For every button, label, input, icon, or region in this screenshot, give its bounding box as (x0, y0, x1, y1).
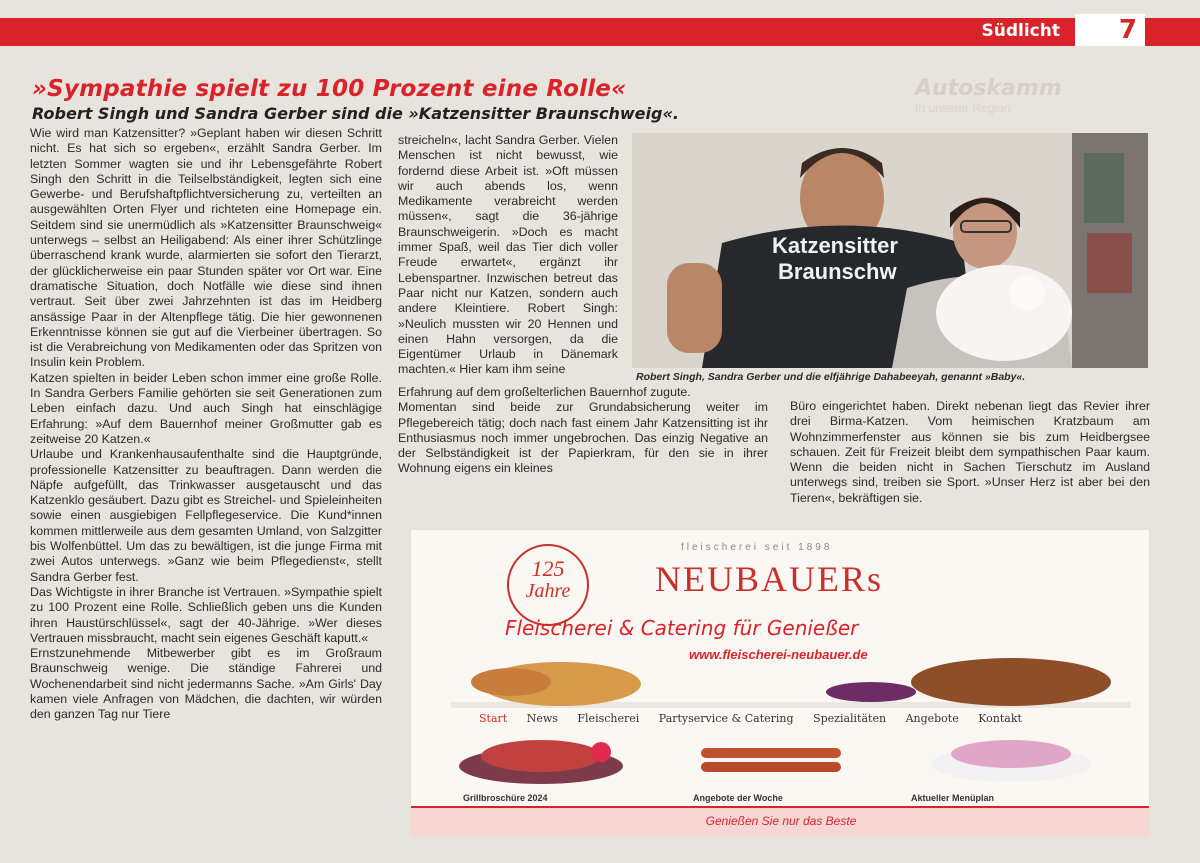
shirt-text-line2: Braunschw (778, 259, 897, 284)
paragraph: Das Wichtigste in ihrer Branche ist Vertrauen. »Sympathie spielt zu 100 Prozent eine Rolle. Schließlich geben uns die Kunden ihren Haustürschlüssel«, sagt der 40-Jährige. »Wer dieses Vertrauen missbraucht, macht sein eigenes Geschäft kaputt.« (30, 584, 382, 645)
shirt-text-line1: Katzensitter (772, 233, 898, 258)
paragraph: streicheln«, lacht Sandra Gerber. Vielen Menschen ist nicht bewusst, wie fordernd diese Arbeit ist. »Oft müssen wir auch abends los, wenn Medikamente verabreicht werden müssen«, sagt die 36-jährige Braunschweigerin. »Doch es macht immer Spaß, weil das Tier dich voller Freude erwartet«, ergänzt ihr Lebenspartner. Inzwischen betreut das Paar nicht nur Katzen, sondern auch andere Kleintiere. Robert Singh: »Neulich mussten wir 20 Hennen und einen Hahn versorgen, da die Eigentümer Urlaub in Dänemark machten.« Hier kam ihm seine (398, 133, 618, 377)
advertisement (410, 529, 1150, 837)
page-number: 7 (1075, 14, 1145, 46)
paragraph: Ernstzunehmende Mitbewerber gibt es im Großraum Braunschweig wenige. Die ständige Fahrerei und Wochenendarbeit sind nicht jedermanns Sache. »Am Girls' Day kamen viele Anfragen von Mädchen, die dachten, wir würden den ganzen Tag nur Tiere (30, 646, 382, 722)
bleed-through-subtext: In unserer Region (915, 101, 1011, 115)
article-subheadline: Robert Singh und Sandra Gerber sind die »Katzensitter Braunschweig«. (32, 104, 679, 123)
bleed-through-text: Autoskamm (915, 76, 1062, 101)
ad-since-line: fleischerei seit 1898 (681, 542, 833, 553)
ad-nav-angebote: Angebote (905, 712, 959, 725)
ad-nav-kontakt: Kontakt (978, 712, 1022, 725)
ad-product-tiles (451, 730, 1131, 790)
article-column-3 (790, 399, 1150, 519)
article-headline: »Sympathie spielt zu 100 Prozent eine Rolle« (32, 76, 627, 102)
paragraph: Wie wird man Katzensitter? »Geplant haben wir diesen Schritt nicht. Es hat sich so ergeben«, erzählt Sandra Gerber. Im letzten Sommer wagten sie und ihr Lebensgefährte Robert Singh den Schritt in die Teilselbständigkeit, legten sich eine Gewerbe- und Berufshaftpflichtversicherung zu, verteilten an ausgewählten Orten Flyer und richteten eine Homepage ein. Seitdem sind sie unermüdlich als »Katzensitter Braunschweig« unterwegs – selbst an Heiligabend: Als einer ihrer Schützlinge überraschend krank wurde, alarmierten sie sofort den Tierarzt, der glücklicherweise ein paar Stunden später vor Ort war. Eine dramatische Situation, doch Notfälle wie diese sind ihnen vertraut. Seit über zwei Jahrzehnten ist das im Heidberg ansässige Paar in der Altenpflege tätig. Die hier gewonnenen Erkenntnisse können sie gut auf die Vierbeiner übertragen. So ist die Verabreichung von Medikamenten oder das Spritzen von Insulin kein Problem. (30, 126, 382, 370)
paragraph: Urlaube und Krankenhausaufenthalte sind die Hauptgründe, professionelle Katzensitter zu beauftragen. Dann werden die Näpfe aufgefüllt, das Trinkwasser ausgetauscht und das Katzenklo gesäubert. Dazu gibt es Streichel- und Spieleinheiten sowie einen ausgiebigen Fellpflegeservice. Die Kund*innen kommen mittlerweile aus dem gesamten Umland, von Salzgitter bis Wolfenbüttel. Um das zu bewältigen, ist die junge Firma mit zwei Autos unterwegs. »Ganz wie beim Pflegedienst«, stellt Sandra Gerber fest. (30, 447, 382, 584)
badge-number: 125 (531, 556, 565, 581)
article-photo (632, 133, 1148, 368)
ad-tile-angebote: Angebote der Woche (693, 793, 783, 803)
ad-tile-grillbroschuere: Grillbroschüre 2024 (463, 793, 548, 803)
ad-footer-banner: Genießen Sie nur das Beste (411, 806, 1150, 836)
ad-nav-spezialitaeten: Spezialitäten (813, 712, 887, 725)
ad-brand-logo: NEUBAUERs (655, 559, 884, 599)
ad-nav-partyservice: Partyservice & Catering (658, 712, 794, 725)
article-column-2-top (398, 133, 618, 385)
ad-nav-fleischerei: Fleischerei (577, 712, 640, 725)
paragraph: Katzen spielten in beider Leben schon immer eine große Rolle. In Sandra Gerbers Familie gehörten sie seit Generationen zum Leben einfach dazu. Und auch Singh hat einschlägige Erfahrung: »Auf dem Bauernhof meiner Großmutter gab es zeitweise 20 Katzen.« (30, 370, 382, 446)
ad-tile-menueplan: Aktueller Menüplan (911, 793, 995, 803)
photo-illustration (632, 133, 1148, 368)
ad-nav-start: Start (479, 712, 508, 725)
article-column-2-bottom (398, 385, 768, 520)
article-column-1 (30, 126, 382, 842)
anniversary-badge (507, 544, 589, 626)
badge-word: Jahre (525, 580, 571, 602)
ad-claim: Fleischerei & Catering für Genießer (505, 616, 859, 640)
section-title: Südlicht (981, 21, 1060, 41)
photo-caption: Robert Singh, Sandra Gerber und die elfjährige Dahabeeyah, genannt »Baby«. (636, 371, 1026, 383)
ad-nav-bar (479, 712, 1038, 725)
paragraph: Momentan sind beide zur Grundabsicherung weiter im Pflegebereich tätig; doch nach fast einem Jahr Katzensitting ist ihr Enthusiasmus noch immer ungebrochen. Das einzig Negative an der Selbständigkeit ist der Papierkram, für den sie in ihrer Wohnung eigens ein kleines (398, 400, 768, 476)
paragraph: Erfahrung auf dem großelterlichen Bauernhof zugute. (398, 385, 691, 399)
ad-food-banner (451, 656, 1131, 712)
ad-nav-news: News (526, 712, 558, 725)
paragraph: Büro eingerichtet haben. Direkt nebenan liegt das Revier ihrer drei Birma-Katzen. Vom heimischen Kratzbaum am Wohnzimmerfenster aus können sie bis zum Heidbergsee schauen. Zeit für Freizeit bleibt dem sympathischen Paar kaum. Wenn die beiden nicht in Sachen Tierschutz im Ausland unterwegs sind, treiben sie Sport. »Unser Herz ist aber bei den Tieren«, bekräftigen sie. (790, 399, 1150, 505)
ad-url: www.fleischerei-neubauer.de (689, 647, 868, 662)
